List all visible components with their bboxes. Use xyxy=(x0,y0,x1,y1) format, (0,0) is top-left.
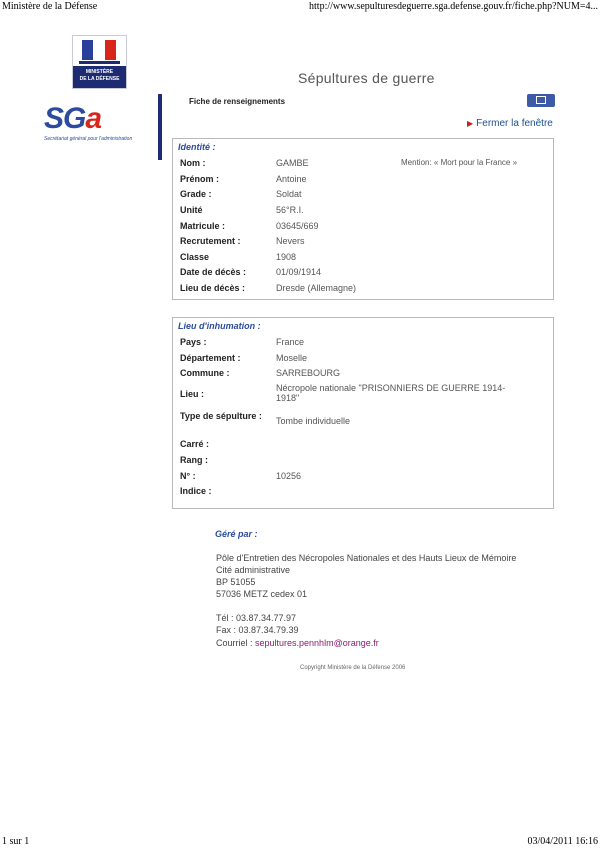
ministry-logo xyxy=(72,35,127,89)
burial-title: Lieu d'inhumation : xyxy=(178,321,261,331)
field-value: Soldat xyxy=(276,189,302,199)
field-value: Antoine xyxy=(276,174,307,184)
print-header-title: Ministère de la Défense xyxy=(2,1,98,12)
field-value: 10256 xyxy=(276,471,302,481)
print-footer-page: 1 sur 1 xyxy=(2,836,30,847)
burial-panel xyxy=(172,317,554,509)
field-value: SARREBOURG xyxy=(276,368,341,378)
phone-number: Tél : 03.87.34.77.97 xyxy=(216,613,297,623)
fax-number: Fax : 03.87.34.79.39 xyxy=(216,625,299,635)
field-label: Prénom : xyxy=(180,174,220,184)
republique-band xyxy=(79,61,120,64)
copyright: Copyright Ministère de la Défense 2006 xyxy=(300,665,406,671)
ministry-caption-line1: MINISTÈRE xyxy=(85,69,114,75)
identity-panel xyxy=(172,138,554,300)
address-line: Cité administrative xyxy=(216,565,291,575)
field-value: 56°R.I. xyxy=(276,205,304,215)
sga-wordmark-icon: SGa xyxy=(44,102,102,135)
field-value: France xyxy=(276,337,305,347)
ministry-caption-line2: DE LA DÉFENSE xyxy=(79,76,120,82)
field-label: Recrutement : xyxy=(180,236,241,246)
managed-by-title: Géré par : xyxy=(215,529,258,539)
field-label: Grade : xyxy=(180,189,212,199)
sga-logo xyxy=(38,94,162,160)
page-title: Sépultures de guerre xyxy=(298,70,435,86)
field-value: 01/09/1914 xyxy=(276,267,322,277)
field-label: Commune : xyxy=(180,368,230,378)
field-label: Type de sépulture : xyxy=(180,411,262,421)
mention-text: Mention: « Mort pour la France » xyxy=(401,158,518,167)
printer-icon xyxy=(536,96,546,104)
field-label: Date de décès : xyxy=(180,267,247,277)
field-value: Tombe individuelle xyxy=(276,416,351,426)
email-line xyxy=(216,638,379,648)
field-value: Nécropole nationale "PRISONNIERS DE GUERRE 1914-1918" xyxy=(276,383,506,403)
email-label: Courriel : xyxy=(216,638,256,648)
field-label: Pays : xyxy=(180,337,207,347)
print-header-url: http://www.sepulturesdeguerre.sga.defense.gouv.fr/fiche.php?NUM=4... xyxy=(309,1,598,12)
field-label: Lieu : xyxy=(180,389,204,399)
field-value: GAMBE xyxy=(276,158,309,168)
close-window-link[interactable] xyxy=(467,118,553,129)
email-link[interactable]: sepultures.pennhlm@orange.fr xyxy=(255,638,379,648)
address-line: BP 51055 xyxy=(216,577,256,587)
field-label: Rang : xyxy=(180,455,208,465)
field-label: N° : xyxy=(180,471,196,481)
close-window-label: Fermer la fenêtre xyxy=(476,118,553,129)
field-value: 03645/669 xyxy=(276,221,319,231)
arrow-right-icon: ▶ xyxy=(467,119,474,128)
fiche-title: Fiche de renseignements xyxy=(189,97,286,106)
field-value: Moselle xyxy=(276,353,308,363)
field-value: 1908 xyxy=(276,252,297,262)
field-label: Carré : xyxy=(180,439,210,449)
field-label: Classe xyxy=(180,252,210,262)
field-value: Nevers xyxy=(276,236,305,246)
identity-title: Identité : xyxy=(178,142,216,152)
address-line: Pôle d'Entretien des Nécropoles Nationales et des Hauts Lieux de Mémoire xyxy=(216,553,517,563)
french-flag-icon xyxy=(82,40,116,60)
field-label: Département : xyxy=(180,353,241,363)
field-value: Dresde (Allemagne) xyxy=(276,283,357,293)
field-label: Nom : xyxy=(180,158,206,168)
print-footer-date: 03/04/2011 16:16 xyxy=(527,836,598,847)
field-label: Matricule : xyxy=(180,221,226,231)
field-label: Lieu de décès : xyxy=(180,283,246,293)
ministry-caption xyxy=(73,66,126,88)
field-label: Indice : xyxy=(180,486,212,496)
address-line: 57036 METZ cedex 01 xyxy=(216,589,308,599)
sga-subtitle: Secrétariat général pour l'administration xyxy=(44,136,133,142)
sga-vertical-bar xyxy=(158,94,162,160)
field-label: Unité xyxy=(180,205,203,215)
print-button[interactable] xyxy=(527,94,555,107)
